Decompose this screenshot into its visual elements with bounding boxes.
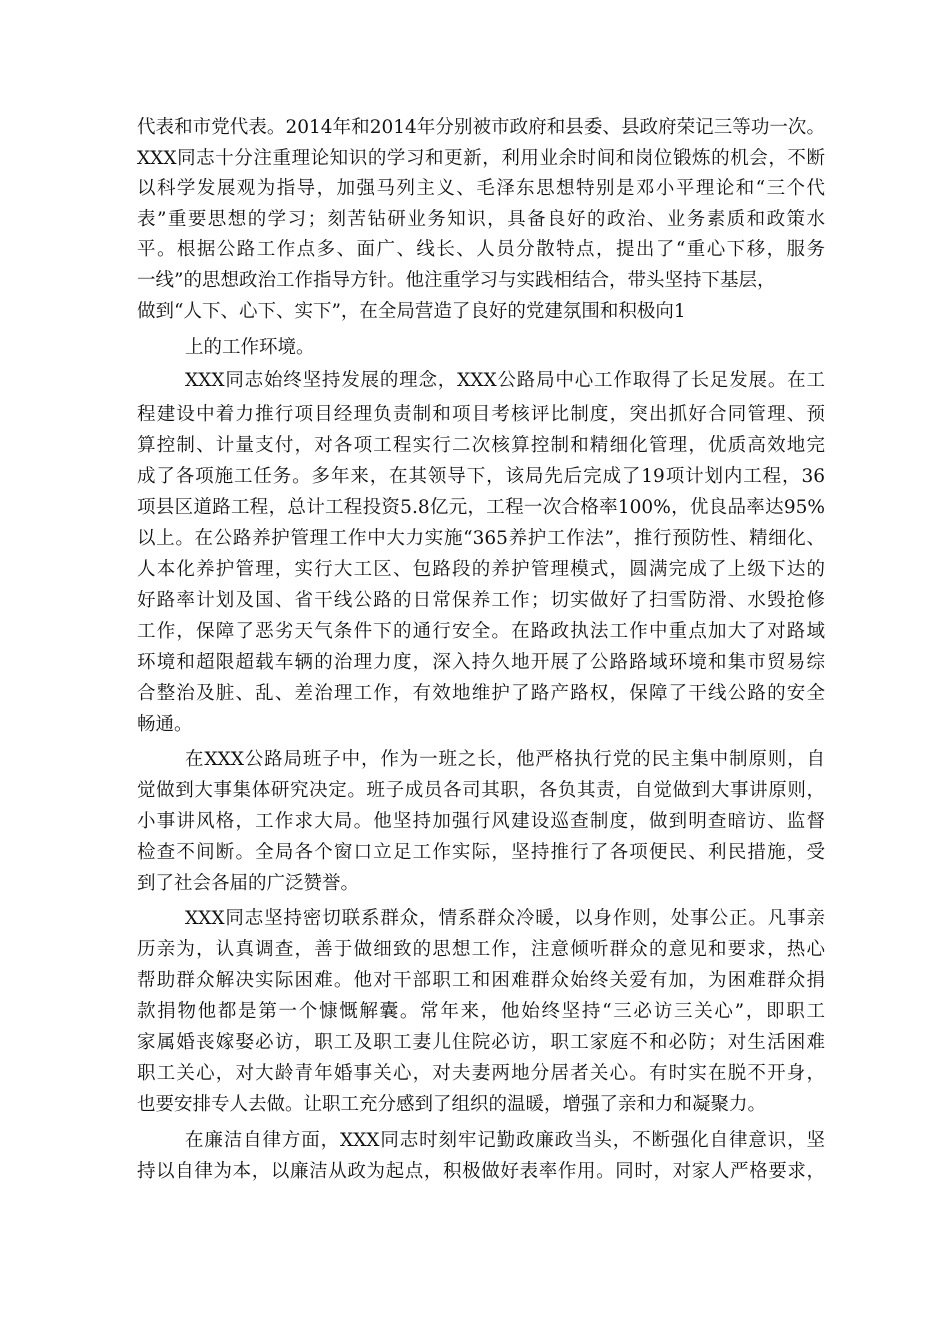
text-line: 历亲为，认真调查，善于做细致的思想工作，注意倾听群众的意见和要求，热心 — [137, 939, 825, 960]
paragraph-first-line: 在XXX公路局班子中，作为一班之长，他严格执行党的民主集中制原则，自 — [185, 749, 825, 770]
text-line: 畅通。 — [137, 714, 193, 735]
paragraph-first-line: XXX同志坚持密切联系群众，情系群众冷暖，以身作则，处事公正。凡事亲 — [185, 908, 825, 929]
text-line: 环境和超限超载车辆的治理力度，深入持久地开展了公路路域环境和集市贸易综 — [137, 652, 825, 673]
text-line: 家属婚丧嫁娶必访，职工及职工妻儿住院必访，职工家庭不和必防；对生活困难 — [137, 1032, 825, 1053]
text-line: 到了社会各届的广泛赞誉。 — [137, 873, 360, 894]
text-line: 款捐物他都是第一个慷慨解囊。常年来，他始终坚持“三必访三关心”，即职工 — [137, 1001, 825, 1022]
text-line: 也要安排专人去做。让职工充分感到了组织的温暖，增强了亲和力和凝聚力。 — [137, 1094, 767, 1115]
text-line: 平。根据公路工作点多、面广、线长、人员分散特点，提出了“重心下移，服务 — [137, 239, 825, 260]
text-line: 合整治及脏、乱、差治理工作，有效地维护了路产路权，保障了干线公路的安全 — [137, 683, 825, 704]
text-line: 算控制、计量支付，对各项工程实行二次核算控制和精细化管理，优质高效地完 — [137, 435, 825, 456]
text-line: 检查不间断。全局各个窗口立足工作实际，坚持推行了各项便民、利民措施，受 — [137, 842, 825, 863]
text-line: 代表和市党代表。2014年和2014年分别被市政府和县委、县政府荣记三等功一次。 — [137, 117, 825, 138]
text-line: XXX同志十分注重理论知识的学习和更新，利用业余时间和岗位锻炼的机会，不断 — [137, 148, 825, 169]
paragraph-first-line: 在廉洁自律方面，XXX同志时刻牢记勤政廉政当头，不断强化自律意识，坚 — [185, 1130, 825, 1151]
text-line: 好路率计划及国、省干线公路的日常保养工作；切实做好了扫雪防滑、水毁抢修 — [137, 590, 825, 611]
text-line: 帮助群众解决实际困难。他对干部职工和困难群众始终关爱有加，为困难群众捐 — [137, 970, 825, 991]
text-line: 一线”的思想政治工作指导方针。他注重学习与实践相结合，带头坚持下基层， — [137, 270, 776, 291]
text-line: 以科学发展观为指导，加强马列主义、毛泽东思想特别是邓小平理论和“三个代 — [137, 178, 825, 199]
text-line: 职工关心，对大龄青年婚事关心，对夫妻两地分居者关心。有时实在脱不开身， — [137, 1063, 825, 1084]
text-line: 觉做到大事集体研究决定。班子成员各司其职，各负其责，自觉做到大事讲原则， — [137, 780, 825, 801]
text-line: 工作，保障了恶劣天气条件下的通行安全。在路政执法工作中重点加大了对路域 — [137, 621, 825, 642]
text-line: 持以自律为本，以廉洁从政为起点，积极做好表率作用。同时，对家人严格要求， — [137, 1161, 825, 1182]
text-line: 程建设中着力推行项目经理负责制和项目考核评比制度，突出抓好合同管理、预 — [137, 404, 825, 425]
text-line: 成了各项施工任务。多年来，在其领导下，该局先后完成了19项计划内工程，36 — [137, 466, 825, 487]
text-line: 表”重要思想的学习；刻苦钻研业务知识，具备良好的政治、业务素质和政策水 — [137, 209, 825, 230]
text-line: 做到“人下、心下、实下”，在全局营造了良好的党建氛围和积极向1 — [137, 301, 686, 322]
text-line: 以上。在公路养护管理工作中大力实施“365养护工作法”，推行预防性、精细化、 — [137, 528, 825, 549]
text-line: 小事讲风格，工作求大局。他坚持加强行风建设巡查制度，做到明查暗访、监督 — [137, 811, 825, 832]
paragraph-first-line: XXX同志始终坚持发展的理念，XXX公路局中心工作取得了长足发展。在工 — [185, 370, 825, 391]
text-line: 上的工作环境。 — [185, 337, 315, 358]
text-line: 项县区道路工程，总计工程投资5.8亿元，工程一次合格率100%，优良品率达95% — [137, 497, 825, 518]
text-line: 人本化养护管理，实行大工区、包路段的养护管理模式，圆满完成了上级下达的 — [137, 559, 825, 580]
